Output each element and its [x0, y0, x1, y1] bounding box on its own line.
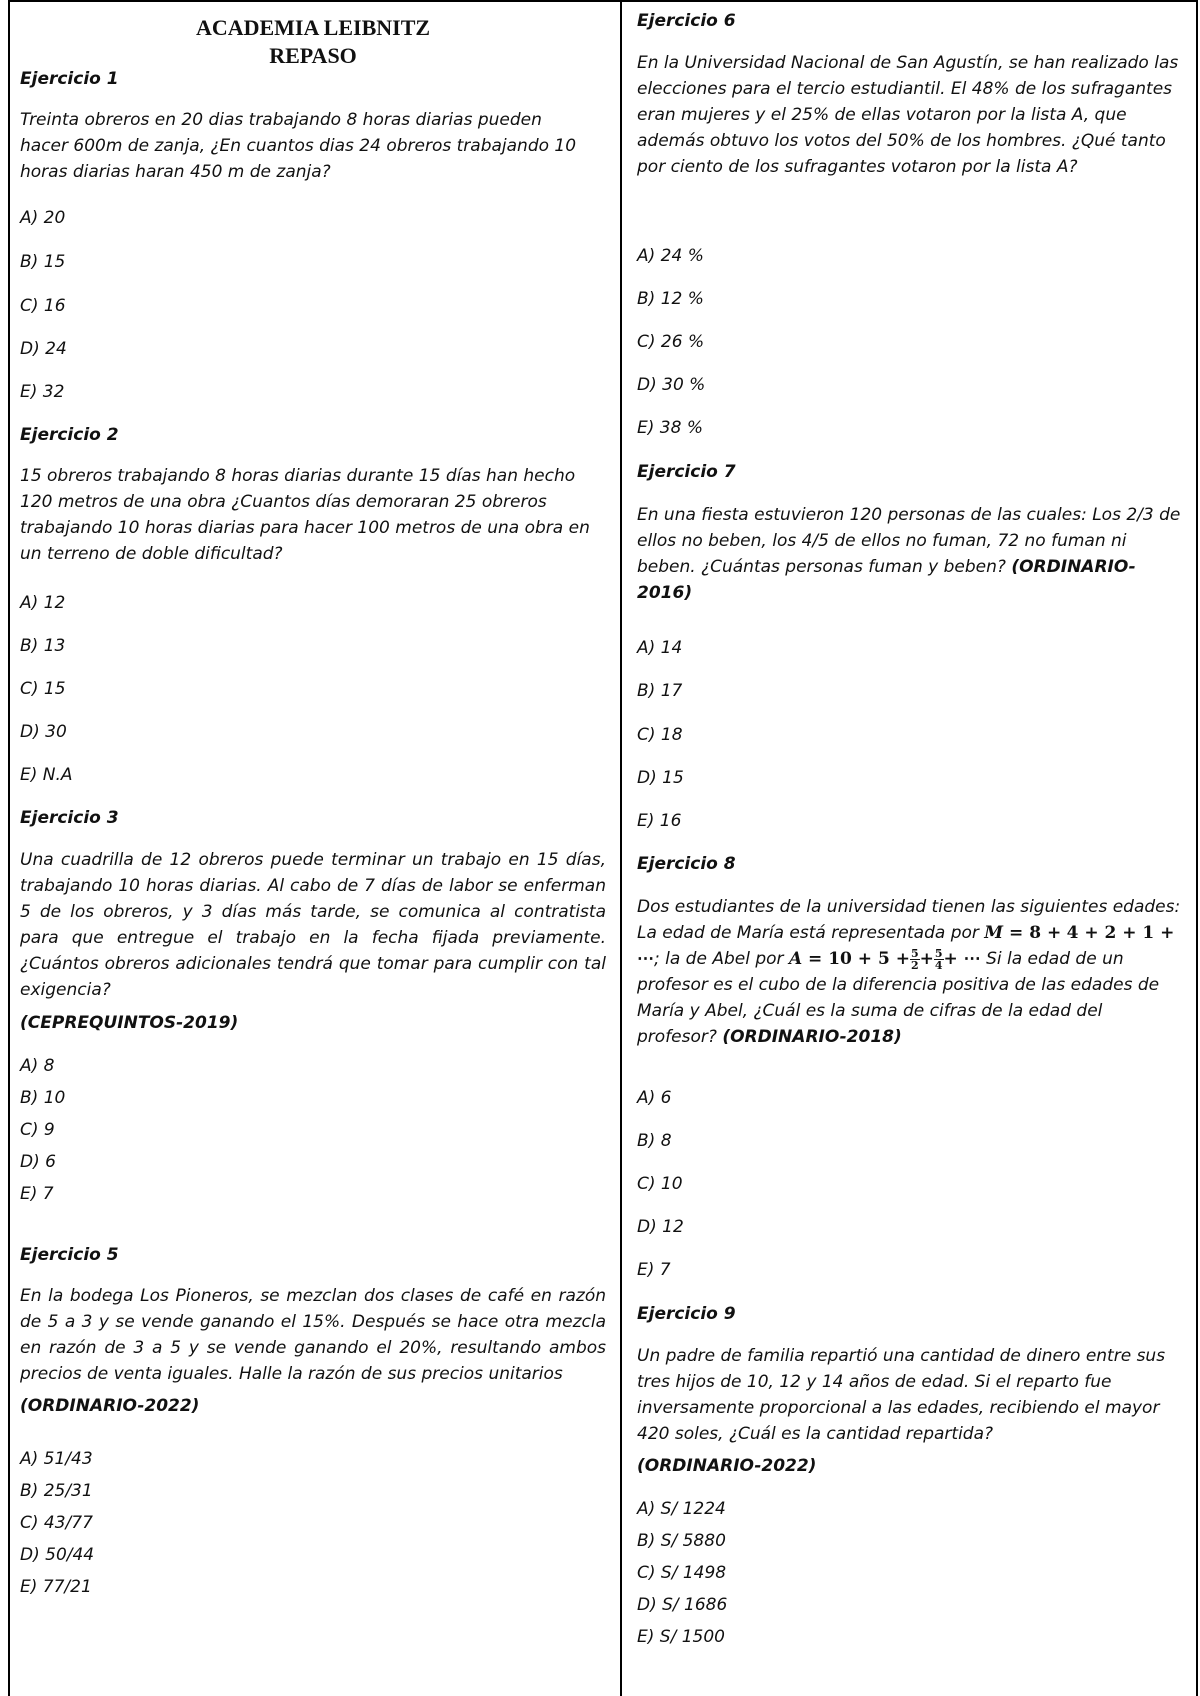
exercise-7-option-d: D) 15 — [637, 768, 684, 788]
exercise-6-option-a: A) 24 % — [637, 246, 704, 266]
exercise-3-statement: Una cuadrilla de 12 obreros puede terminar un trabajo en 15 días, trabajando 10 horas diarias. Al cabo de 7 días de labor se enferman 5 de los obreros, y 3 días más tarde, se comunica al contratista para que entregue el trabajo en la fecha fijada previamente. ¿Cuántos obreros adicionales tendrá que tomar para cumplir con tal exigencia? — [20, 850, 606, 1000]
exercise-5-option-d: D) 50/44 — [20, 1545, 95, 1565]
exercise-7-option-c: C) 18 — [637, 725, 683, 745]
exercise-8-option-e: E) 7 — [637, 1260, 671, 1280]
exercise-7-option-a: A) 14 — [637, 638, 683, 658]
exercise-3-option-c: C) 9 — [20, 1120, 55, 1140]
exercise-3-option-d: D) 6 — [20, 1152, 56, 1172]
exercise-2-option-c: C) 15 — [20, 679, 66, 699]
exercise-9-option-c: C) S/ 1498 — [637, 1563, 727, 1583]
exercise-9-option-d: D) S/ 1686 — [637, 1595, 728, 1615]
exercise-7-title: Ejercicio 7 — [637, 462, 736, 482]
exercise-8-m-expression-a: = 8 + — [1003, 923, 1062, 943]
exercise-8-option-c: C) 10 — [637, 1174, 683, 1194]
exercise-8-statement-c: Si la edad de un profesor es el cubo de la diferencia positiva de las edades de María y Abel, ¿Cuál es la suma de cifras de la edad del profesor? — [637, 949, 1160, 1047]
exercise-8-fraction-2 — [934, 948, 944, 971]
exercise-1-option-c: C) 16 — [20, 296, 66, 316]
header-title — [20, 14, 606, 70]
exercise-8-fraction-1-denominator: 2 — [910, 958, 919, 972]
exercise-1-title: Ejercicio 1 — [20, 69, 119, 89]
exercise-8-fraction-1 — [910, 948, 920, 971]
exercise-6-title: Ejercicio 6 — [637, 11, 736, 31]
exercise-8-fraction-2-numerator: 5 — [934, 946, 943, 960]
exercise-2-option-e: E) N.A — [20, 765, 73, 785]
exercise-7-source: (ORDINARIO-2016) — [637, 557, 1136, 603]
exercise-5-option-c: C) 43/77 — [20, 1513, 93, 1533]
exercise-2-option-d: D) 30 — [20, 722, 67, 742]
exercise-1-option-a: A) 20 — [20, 208, 66, 228]
exercise-8-option-d: D) 12 — [637, 1217, 684, 1237]
exercise-3-option-a: A) 8 — [20, 1056, 55, 1076]
header-academy: ACADEMIA LEIBNITZ — [195, 15, 431, 40]
exercise-5-title: Ejercicio 5 — [20, 1245, 119, 1265]
exercise-8-m-expression-b: 4 + 2 + 1 + ⋯ — [637, 923, 1175, 969]
exercise-5-option-a: A) 51/43 — [20, 1449, 93, 1469]
exercise-9-option-e: E) S/ 1500 — [637, 1627, 725, 1647]
exercise-8-title: Ejercicio 8 — [637, 854, 736, 874]
exercise-5-option-b: B) 25/31 — [20, 1481, 93, 1501]
exercise-8-statement-a: Dos estudiantes de la universidad tienen las siguientes edades: La edad de María está representada por — [637, 897, 1181, 943]
exercise-9-option-a: A) S/ 1224 — [637, 1499, 726, 1519]
exercise-3-option-b: B) 10 — [20, 1088, 66, 1108]
exercise-2-option-a: A) 12 — [20, 593, 66, 613]
exercise-2-title: Ejercicio 2 — [20, 425, 119, 445]
exercise-8-plus-sign: + — [919, 949, 934, 969]
exercise-1-option-e: E) 32 — [20, 382, 65, 402]
exercise-7-statement: En una fiesta estuvieron 120 personas de las cuales: Los 2/3 de ellos no beben, los 4/5 de ellos no fuman, 72 no fuman ni beben. ¿Cuántas personas fuman y beben? — [637, 505, 1181, 577]
exercise-6-option-d: D) 30 % — [637, 375, 706, 395]
exercise-5-source: (ORDINARIO-2022) — [20, 1396, 200, 1416]
exercise-8-fraction-1-numerator: 5 — [910, 946, 919, 960]
exercise-1-statement: Treinta obreros en 20 dias trabajando 8 horas diarias pueden hacer 600m de zanja, ¿En cuantos dias 24 obreros trabajando 10 horas diarias haran 450 m de zanja? — [20, 110, 577, 182]
exercise-8-a-expression: = 10 + 5 + — [802, 949, 910, 969]
exercise-8-statement-b: ; la de Abel por — [654, 949, 784, 969]
exercise-9-title: Ejercicio 9 — [637, 1304, 736, 1324]
exercise-8-m-variable: M — [984, 923, 1004, 943]
exercise-8-option-a: A) 6 — [637, 1088, 672, 1108]
exercise-7-option-e: E) 16 — [637, 811, 682, 831]
exercise-8-option-b: B) 8 — [637, 1131, 672, 1151]
exercise-8-source: (ORDINARIO-2018) — [722, 1027, 902, 1047]
column-divider — [620, 0, 622, 1696]
exercise-8-a-tail: + ⋯ — [943, 949, 981, 969]
exercise-6-option-e: E) 38 % — [637, 418, 703, 438]
exercise-3-source: (CEPREQUINTOS-2019) — [20, 1013, 239, 1033]
exercise-5-statement: En la bodega Los Pioneros, se mezclan dos clases de café en razón de 5 a 3 y se vende ganando el 15%. Después se hace otra mezcla en razón de 3 a 5 y se vende ganando el 20%, resultando ambos precios de venta iguales. Halle la razón de sus precios unitarios — [20, 1286, 606, 1384]
exercise-6-statement: En la Universidad Nacional de San Agustín, se han realizado las elecciones para el tercio estudiantil. El 48% de los sufragantes eran mujeres y el 25% de ellas votaron por la lista A, que además obtuvo los votos del 50% de los hombres. ¿Qué tanto por ciento de los sufragantes votaron por la lista A? — [637, 53, 1179, 177]
exercise-8-a-variable: A — [788, 949, 803, 969]
exercise-9-source: (ORDINARIO-2022) — [637, 1456, 817, 1476]
exercise-3-title: Ejercicio 3 — [20, 808, 119, 828]
exercise-9-option-b: B) S/ 5880 — [637, 1531, 726, 1551]
exercise-9-statement: Un padre de familia repartió una cantidad de dinero entre sus tres hijos de 10, 12 y 14 años de edad. Si el reparto fue inversamente proporcional a las edades, recibiendo el mayor 420 soles, ¿Cuál es la cantidad repartida? — [637, 1346, 1166, 1444]
exercise-8-statement-block — [637, 894, 1182, 1050]
exercise-1-option-b: B) 15 — [20, 252, 66, 272]
exercise-2-statement: 15 obreros trabajando 8 horas diarias durante 15 días han hecho 120 metros de una obra ¿Cuantos días demoraran 25 obreros trabajando 10 horas diarias para hacer 100 metros de una obra en un terreno de doble dificultad? — [20, 466, 590, 564]
exercise-8-fraction-2-denominator: 4 — [934, 958, 943, 972]
exercise-1-option-d: D) 24 — [20, 339, 67, 359]
exercise-6-option-b: B) 12 % — [637, 289, 704, 309]
exercise-5-option-e: E) 77/21 — [20, 1577, 92, 1597]
exercise-7-statement-block — [637, 502, 1182, 606]
exercise-3-option-e: E) 7 — [20, 1184, 54, 1204]
header-subtitle: REPASO — [269, 43, 357, 68]
exercise-7-option-b: B) 17 — [637, 681, 683, 701]
exercise-2-option-b: B) 13 — [20, 636, 66, 656]
exercise-6-option-c: C) 26 % — [637, 332, 705, 352]
